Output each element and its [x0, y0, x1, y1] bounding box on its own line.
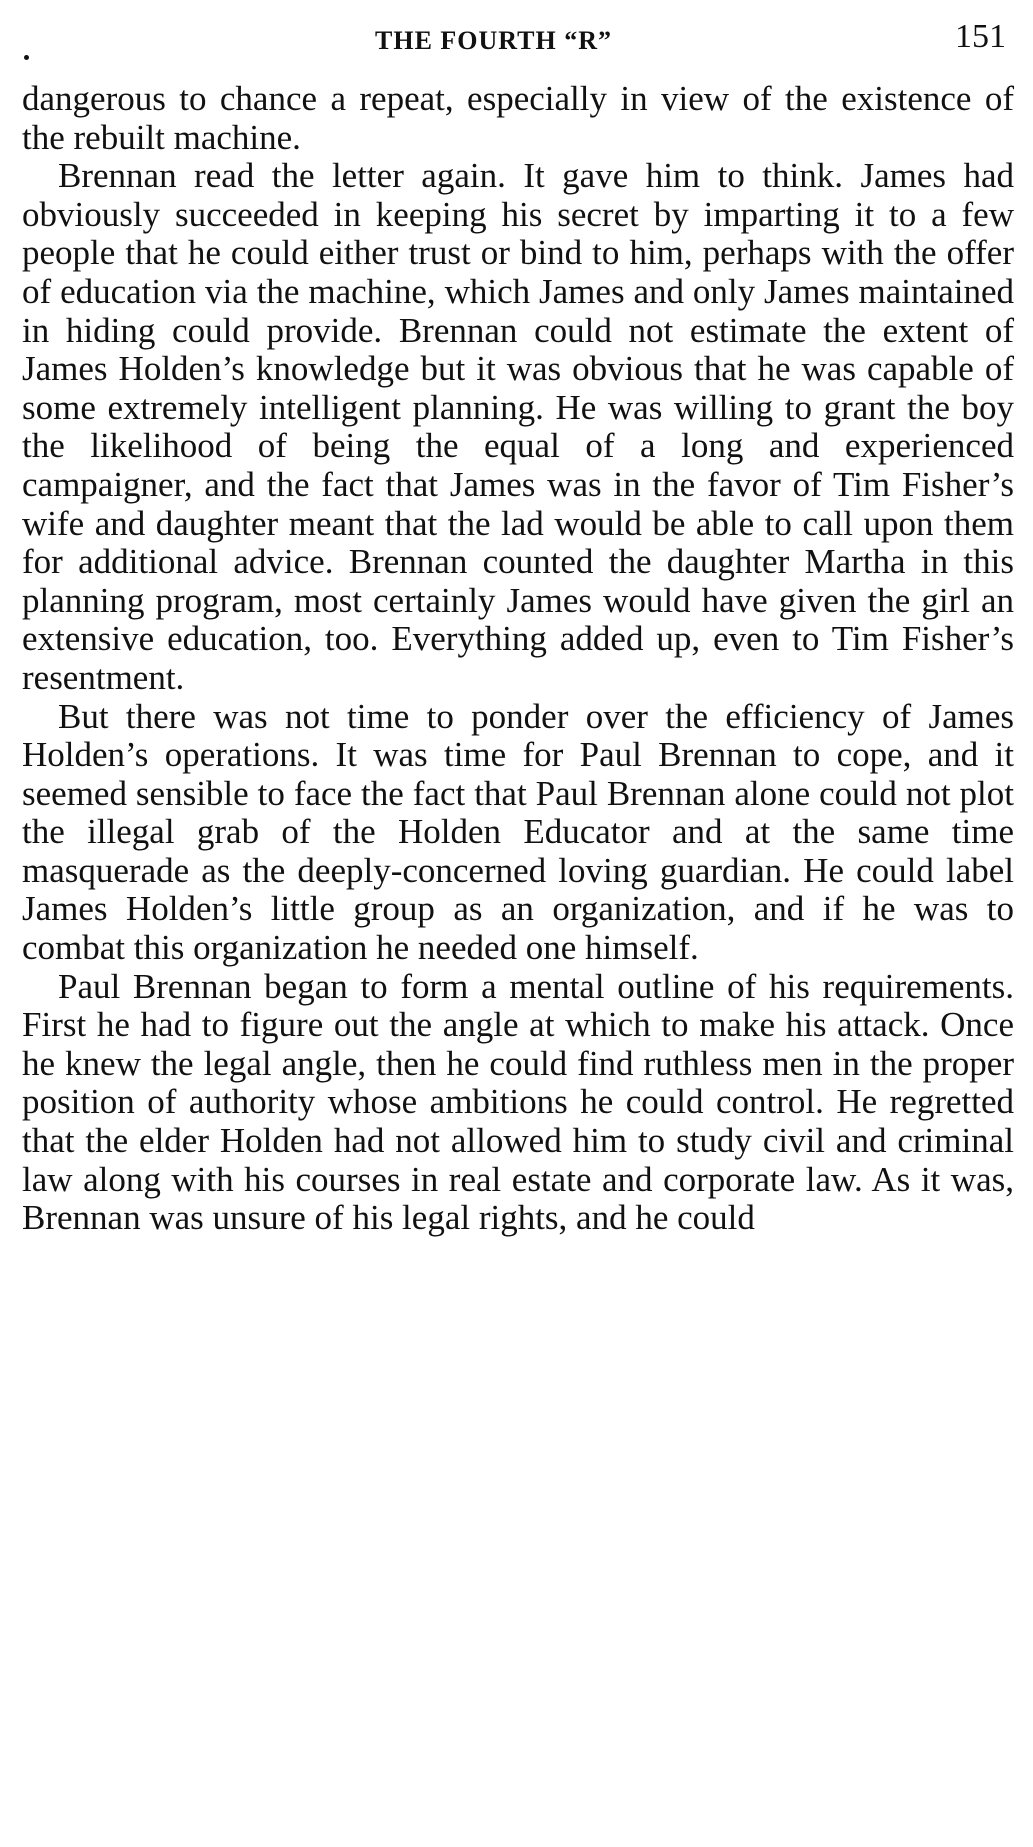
print-speck — [24, 55, 29, 60]
paragraph: Brennan read the letter again. It gave him to think. James had obviously succeeded in keeping his secret by imparting it to a few people that he could either trust or bind to him, perhaps with the offer of education via the machine, which James and only James maintained in hiding could provide. Brennan could not estimate the extent of James Holden’s knowledge but it was obvious that he was capable of some extremely intelligent planning. He was willing to grant the boy the likelihood of being the equal of a long and experienced campaigner, and the fact that James was in the favor of Tim Fisher’s wife and daughter meant that the lad would be able to call upon them for additional advice. Brennan counted the daughter Martha in this planning program, most certainly James would have given the girl an extensive education, too. Everything added up, even to Tim Fisher’s resentment. — [22, 156, 1014, 697]
body-text — [22, 80, 1014, 1238]
paragraph: Paul Brennan began to form a mental outline of his requirements. First he had to figure out the angle at which to make his attack. Once he knew the legal angle, then he could find ruthless men in the proper position of authority whose ambitions he could control. He regretted that the elder Holden had not allowed him to study civil and criminal law along with his courses in real estate and corporate law. As it was, Brennan was unsure of his legal rights, and he could — [22, 966, 1014, 1238]
paragraph: But there was not time to ponder over the efficiency of James Holden’s operations. It was time for Paul Brennan to cope, and it seemed sensible to face the fact that Paul Brennan alone could not plot the illegal grab of the Holden Educator and at the same time masquerade as the deeply-concerned loving guardian. He could label James Holden’s little group as an organization, and if he was to combat this organization he needed one himself. — [22, 696, 1014, 968]
running-title: THE FOURTH “R” — [375, 26, 612, 55]
paragraph-continued: dangerous to chance a repeat, especially in view of the existence of the rebuilt machine. — [22, 79, 1014, 157]
page-header — [0, 18, 1033, 68]
page-number: 151 — [955, 18, 1006, 55]
